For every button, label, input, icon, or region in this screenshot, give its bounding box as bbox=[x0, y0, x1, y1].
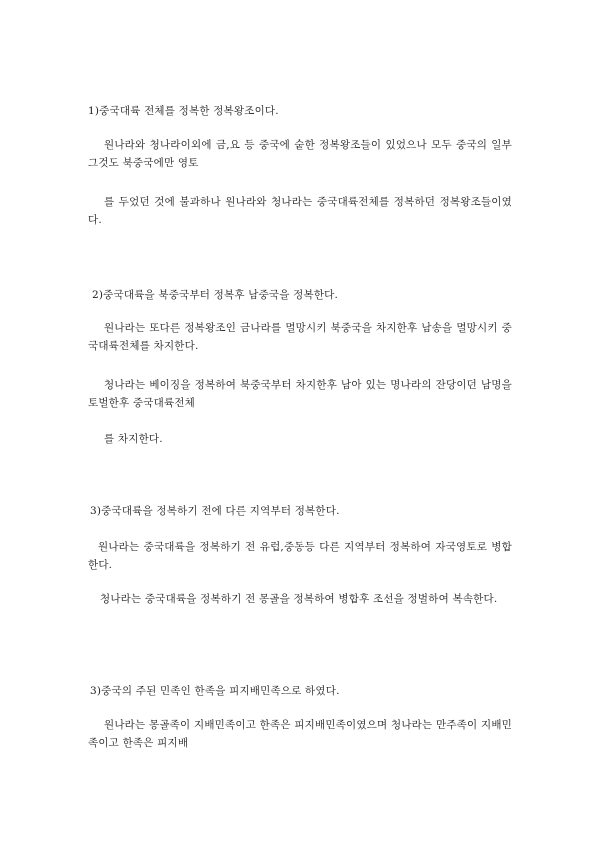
section-2-paragraph-3: 를 차지한다. bbox=[104, 433, 163, 445]
section-4-heading: 3)중국의 주된 민족인 한족을 피지배민족으로 하였다. bbox=[90, 685, 340, 697]
section-3-paragraph-2: 청나라는 중국대륙을 정복하기 전 몽골을 정복하여 병합후 조선을 정벌하여 복속한다. bbox=[100, 593, 498, 605]
section-1-heading: 1)중국대륙 전체를 정복한 정복왕조이다. bbox=[88, 105, 279, 117]
section-2-heading: 2)중국대륙을 북중국부터 정복후 남중국을 정복한다. bbox=[92, 289, 339, 301]
section-2-paragraph-2: 청나라는 베이징을 정복하여 북중국부터 차지한후 남아 있는 명나라의 잔당이던 남명을 토벌한후 중국대륙전체 bbox=[88, 379, 512, 409]
section-3-heading: 3)중국대륙을 정복하기 전에 다른 지역부터 정복한다. bbox=[90, 505, 340, 517]
section-3-paragraph-1: 원나라는 중국대륙을 정복하기 전 유럽,중동등 다른 지역부터 정복하여 자국영토로 병합한다. bbox=[88, 541, 512, 571]
section-1-paragraph-2: 를 두었던 것에 불과하나 원나라와 청나라는 중국대륙전체를 정복하던 정복왕조들이였다. bbox=[88, 196, 512, 226]
section-1-paragraph-1: 원나라와 청나라이외에 금,요 등 중국에 숱한 정복왕조들이 있었으나 모두 중국의 일부 그것도 북중국에만 영토 bbox=[88, 139, 512, 169]
section-2-paragraph-1: 원나라는 또다른 정복왕조인 금나라를 멸망시키 북중국을 차지한후 남송을 멸망시키 중국대륙전체를 차지한다. bbox=[88, 322, 512, 352]
section-4-paragraph-1: 원나라는 몽골족이 지배민족이고 한족은 피지배민족이였으며 청나라는 만주족이 지배민족이고 한족은 피지배 bbox=[88, 719, 512, 749]
